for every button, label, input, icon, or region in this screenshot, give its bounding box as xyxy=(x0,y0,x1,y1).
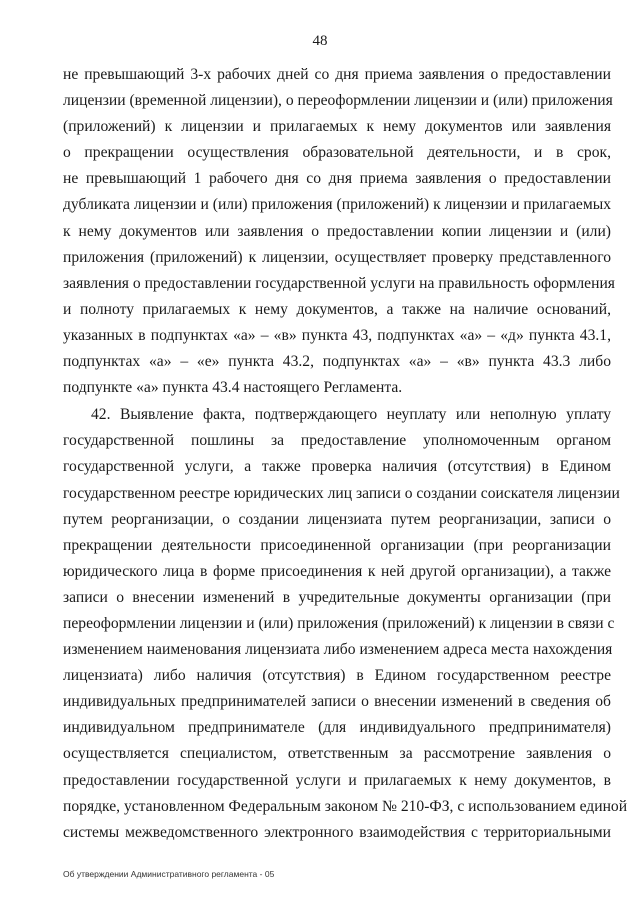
text-line: подпунктах «а» – «е» пункта 43.2, подпунктах «а» – «в» пункта 43.3 либо xyxy=(63,353,611,371)
text-line: подпункте «а» пункта 43.4 настоящего Регламента. xyxy=(63,379,403,397)
text-line: предоставлении государственной услуги и прилагаемых к нему документов, в xyxy=(63,771,611,789)
text-line: (приложений) к лицензии и прилагаемых к нему документов или заявления xyxy=(63,118,611,136)
text-line: лицензии (временной лицензии), о переоформлении лицензии и (или) приложения xyxy=(63,92,613,110)
text-line: порядке, установленном Федеральным законом № 210-ФЗ, с использованием единой xyxy=(63,797,628,815)
text-line: осуществляется специалистом, ответственным за рассмотрение заявления о xyxy=(63,745,611,763)
paragraph-2 xyxy=(63,402,628,846)
text-line: не превышающий 1 рабочего дня со дня приема заявления о предоставлении xyxy=(63,170,611,188)
text-line: переоформлении лицензии и (или) приложения (приложений) к лицензии в связи с xyxy=(63,614,615,632)
text-line: системы межведомственного электронного взаимодействия с территориальными xyxy=(63,823,611,841)
text-line: к нему документов или заявления о предоставлении копии лицензии и (или) xyxy=(63,222,611,240)
text-line: и полноту прилагаемых к нему документов, а также на наличие оснований, xyxy=(63,300,611,318)
text-line: юридического лица в форме присоединения к ней другой организации), а также xyxy=(63,562,611,580)
document-body xyxy=(63,62,628,846)
paragraph-1 xyxy=(63,62,615,401)
text-line: 42. Выявление факта, подтверждающего неуплату или неполную уплату xyxy=(91,406,611,424)
text-line: прекращении деятельности присоединенной организации (при реорганизации xyxy=(63,536,611,554)
text-line: записи о внесении изменений в учредительные документы организации (при xyxy=(63,588,611,606)
text-line: не превышающий 3-х рабочих дней со дня приема заявления о предоставлении xyxy=(63,66,611,83)
text-line: государственной пошлины за предоставление уполномоченным органом xyxy=(63,432,611,450)
text-line: изменением наименования лицензиата либо изменением адреса места нахождения xyxy=(63,641,613,659)
text-line: государственном реестре юридических лиц записи о создании соискателя лицензии xyxy=(63,484,620,502)
text-line: дубликата лицензии и (или) приложения (приложений) к лицензии и прилагаемых xyxy=(63,196,611,214)
page-footer: Об утверждении Административного регламента - 05 xyxy=(63,869,275,879)
text-line: индивидуальном предпринимателе (для индивидуального предпринимателя) xyxy=(63,719,611,737)
text-line: заявления о предоставлении государственной услуги на правильность оформления xyxy=(63,274,615,292)
text-line: указанных в подпунктах «а» – «в» пункта 43, подпунктах «а» – «д» пункта 43.1, xyxy=(63,326,611,344)
text-line: приложения (приложений) к лицензии, осуществляет проверку представленного xyxy=(63,248,611,266)
text-line: путем реорганизации, о создании лицензиата путем реорганизации, записи о xyxy=(63,510,611,528)
text-line: индивидуальных предпринимателей записи о внесении изменений в сведения об xyxy=(63,693,611,711)
page-number: 48 xyxy=(312,33,328,49)
text-line: о прекращении осуществления образовательной деятельности, и в срок, xyxy=(63,144,611,162)
text-line: лицензиата) либо наличия (отсутствия) в Едином государственном реестре xyxy=(63,667,611,685)
text-line: государственной услуги, а также проверка наличия (отсутствия) в Едином xyxy=(63,458,611,476)
